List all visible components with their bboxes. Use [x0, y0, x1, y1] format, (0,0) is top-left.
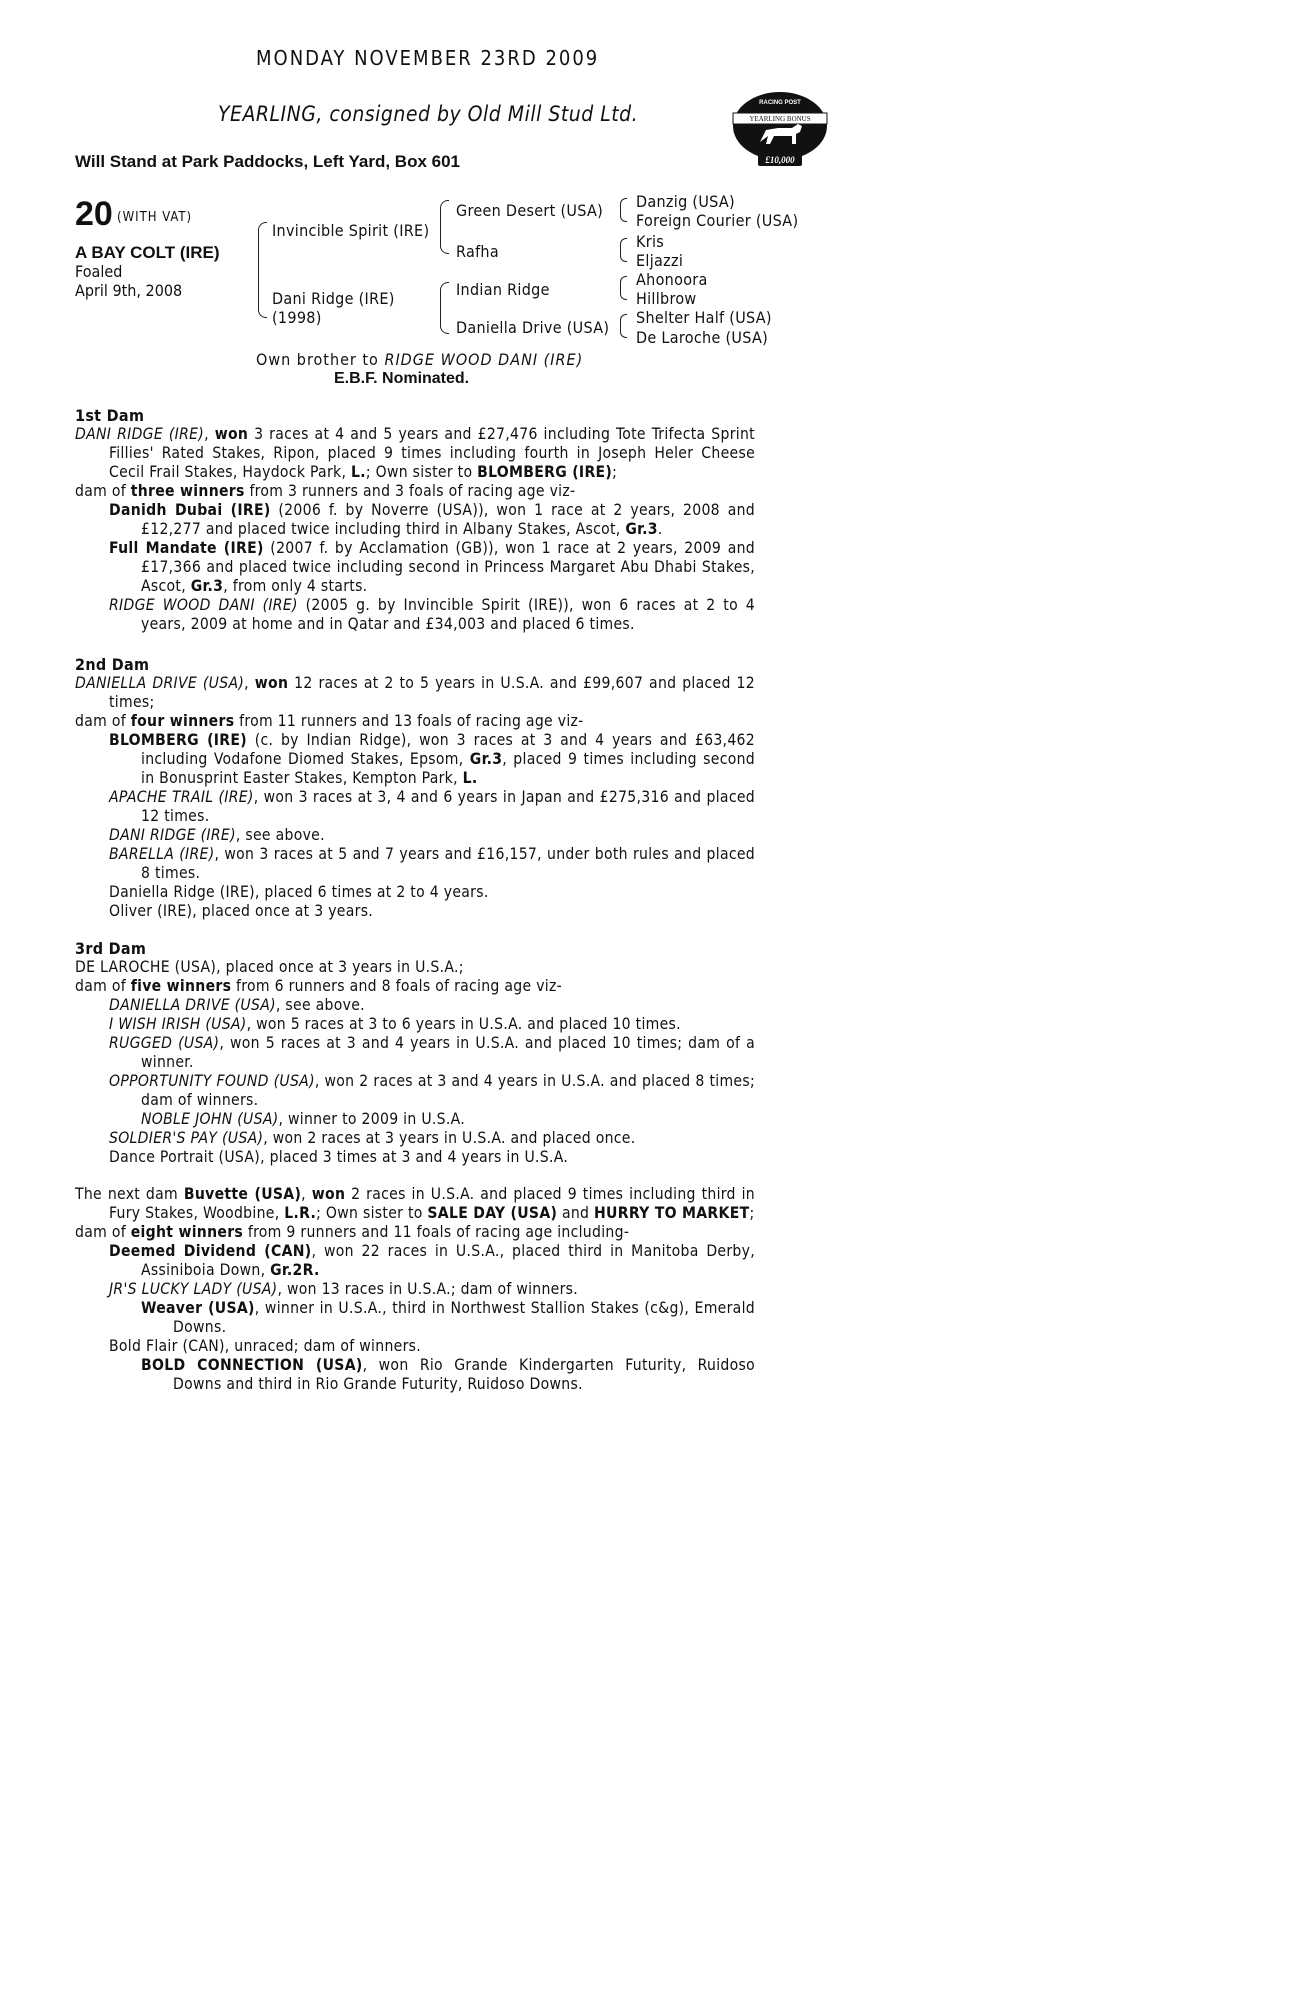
yearling-bonus-logo — [730, 90, 830, 170]
third-dam-offspring-6: Dance Portrait (USA), placed 3 times at 3 and 4 years in U.S.A. — [109, 1148, 569, 1166]
stand-location: Will Stand at Park Paddocks, Left Yard, Box 601 — [75, 152, 460, 171]
pedigree-g4: Eljazzi — [636, 251, 684, 270]
pedigree-g8: De Laroche (USA) — [636, 328, 769, 347]
pedigree-g6: Hillbrow — [636, 289, 697, 308]
ebf-note: E.B.F. Nominated. — [334, 370, 470, 387]
second-dam-offspring-1: BLOMBERG (IRE) (c. by Indian Ridge), won 3 races at 3 and 4 years and £63,462 including Vodafone Diomed Stakes, Epsom, Gr.3, placed 9 times including second in Bonusprint Easter Stakes, Kempton Park, L. — [109, 731, 755, 787]
first-dam-offspring-2: Full Mandate (IRE) (2007 f. by Acclamation (GB)), won 1 race at 2 years, 2009 and £17,366 and placed twice including second in Princess Margaret Abu Dhabi Stakes, Ascot, Gr.3, from only 4 starts. — [109, 539, 756, 595]
pedigree-brace-g12 — [620, 198, 627, 222]
first-dam-offspring-1: Danidh Dubai (IRE) (2006 f. by Noverre (USA)), won 1 race at 2 years, 2008 and £12,277 and placed twice including third in Albany Stakes, Ascot, Gr.3. — [109, 501, 756, 538]
vat-note: (WITH VAT) — [117, 210, 193, 225]
next-dam-offspring-3: Bold Flair (CAN), unraced; dam of winners. — [109, 1337, 421, 1355]
pedigree-brace-g56 — [620, 276, 627, 300]
first-dam-offspring-3: RIDGE WOOD DANI (IRE) (2005 g. by Invincible Spirit (IRE)), won 6 races at 2 to 4 years, 2009 at home and in Qatar and £34,003 and placed 6 times. — [109, 596, 755, 633]
second-dam-offspring-2: APACHE TRAIL (IRE), won 3 races at 3, 4 and 6 years in Japan and £275,316 and placed 12 times. — [109, 788, 755, 825]
next-dam-record: The next dam Buvette (USA), won 2 races in U.S.A. and placed 9 times including third in Fury Stakes, Woodbine, L.R.; Own sister to SALE DAY (USA) and HURRY TO MARKET; — [75, 1185, 756, 1222]
third-dam-heading: 3rd Dam — [75, 939, 147, 958]
second-dam-offspring-3: DANI RIDGE (IRE), see above. — [109, 826, 325, 844]
next-dam-offspring-2: JR'S LUCKY LADY (USA), won 13 races in U.S.A.; dam of winners. — [109, 1280, 579, 1298]
pedigree-brace-sire — [440, 200, 449, 254]
third-dam-record: DE LAROCHE (USA), placed once at 3 years in U.S.A.; — [75, 958, 464, 976]
pedigree-sire-sire: Green Desert (USA) — [456, 201, 604, 220]
pedigree-dam-year: (1998) — [272, 308, 322, 327]
consignor-line: YEARLING, consigned by Old Mill Stud Ltd. — [218, 102, 639, 126]
pedigree-dam: Dani Ridge (IRE) — [272, 289, 395, 308]
pedigree-brace-dam — [440, 282, 449, 334]
next-dam-grand-offspring-2: BOLD CONNECTION (USA), won Rio Grande Kindergarten Futurity, Ruidoso Downs and third in Rio Grande Futurity, Ruidoso Downs. — [141, 1356, 755, 1393]
pedigree-sire-dam: Rafha — [456, 242, 499, 261]
logo-top-text: RACING POST — [759, 100, 801, 106]
third-dam-section — [75, 939, 755, 1167]
third-dam-offspring-3: RUGGED (USA), won 5 races at 3 and 4 years in U.S.A. and placed 10 times; dam of a winner. — [109, 1034, 755, 1071]
next-dam-section — [75, 1185, 755, 1394]
pedigree-g1: Danzig (USA) — [636, 192, 735, 211]
foaled-label: Foaled — [75, 262, 123, 281]
second-dam-record: DANIELLA DRIVE (USA), won 12 races at 2 to 5 years in U.S.A. and £99,607 and placed 12 times; — [75, 674, 756, 711]
next-dam-produce: dam of eight winners from 9 runners and 11 foals of racing age including- — [75, 1223, 630, 1241]
second-dam-offspring-5: Daniella Ridge (IRE), placed 6 times at 2 to 4 years. — [109, 883, 489, 901]
third-dam-offspring-4: OPPORTUNITY FOUND (USA), won 2 races at 3 and 4 years in U.S.A. and placed 8 times; dam of winners. — [109, 1072, 755, 1109]
second-dam-produce: dam of four winners from 11 runners and 13 foals of racing age viz- — [75, 712, 584, 730]
third-dam-grand-offspring: NOBLE JOHN (USA), winner to 2009 in U.S.A. — [141, 1110, 465, 1128]
pedigree-sire: Invincible Spirit (IRE) — [272, 221, 430, 240]
pedigree-dam-dam: Daniella Drive (USA) — [456, 318, 610, 337]
third-dam-offspring-1: DANIELLA DRIVE (USA), see above. — [109, 996, 365, 1014]
first-dam-produce: dam of three winners from 3 runners and 3 foals of racing age viz- — [75, 482, 576, 500]
third-dam-produce: dam of five winners from 6 runners and 8 foals of racing age viz- — [75, 977, 563, 995]
third-dam-offspring-2: I WISH IRISH (USA), won 5 races at 3 to 6 years in U.S.A. and placed 10 times. — [109, 1015, 681, 1033]
pedigree-g7: Shelter Half (USA) — [636, 308, 772, 327]
second-dam-heading: 2nd Dam — [75, 655, 150, 674]
pedigree-g5: Ahonoora — [636, 270, 708, 289]
foaled-date: April 9th, 2008 — [75, 281, 183, 300]
pedigree-g3: Kris — [636, 232, 665, 251]
second-dam-offspring-4: BARELLA (IRE), won 3 races at 5 and 7 years and £16,157, under both rules and placed 8 times. — [109, 845, 756, 882]
logo-banner-text: YEARLING BONUS — [749, 115, 811, 123]
logo-amount: £10,000 — [765, 155, 795, 165]
first-dam-section — [75, 406, 755, 634]
pedigree-g2: Foreign Courier (USA) — [636, 211, 799, 230]
pedigree-brace-g34 — [620, 238, 627, 262]
lot-number: 20 — [75, 195, 113, 233]
first-dam-record: DANI RIDGE (IRE), won 3 races at 4 and 5 years and £27,476 including Tote Trifecta Sprint Fillies' Rated Stakes, Ripon, placed 9 times including fourth in Joseph Heler Cheese Cecil Frail Stakes, Haydock Park, L.; Own sister to BLOMBERG (IRE); — [75, 425, 755, 481]
own-brother-note: Own brother to RIDGE WOOD DANI (IRE) — [256, 350, 584, 369]
sale-date: MONDAY NOVEMBER 23RD 2009 — [256, 46, 600, 70]
second-dam-offspring-6: Oliver (IRE), placed once at 3 years. — [109, 902, 374, 920]
second-dam-section — [75, 655, 755, 921]
third-dam-offspring-5: SOLDIER'S PAY (USA), won 2 races at 3 years in U.S.A. and placed once. — [109, 1129, 636, 1147]
lot-name: A BAY COLT (IRE) — [75, 243, 220, 262]
pedigree-brace-g78 — [620, 314, 627, 338]
pedigree-dam-sire: Indian Ridge — [456, 280, 550, 299]
next-dam-offspring-1: Deemed Dividend (CAN), won 22 races in U.S.A., placed third in Manitoba Derby, Assiniboia Down, Gr.2R. — [109, 1242, 755, 1279]
pedigree-brace-main — [258, 222, 267, 318]
first-dam-heading: 1st Dam — [75, 406, 145, 425]
next-dam-grand-offspring-1: Weaver (USA), winner in U.S.A., third in Northwest Stallion Stakes (c&g), Emerald Downs. — [141, 1299, 755, 1336]
